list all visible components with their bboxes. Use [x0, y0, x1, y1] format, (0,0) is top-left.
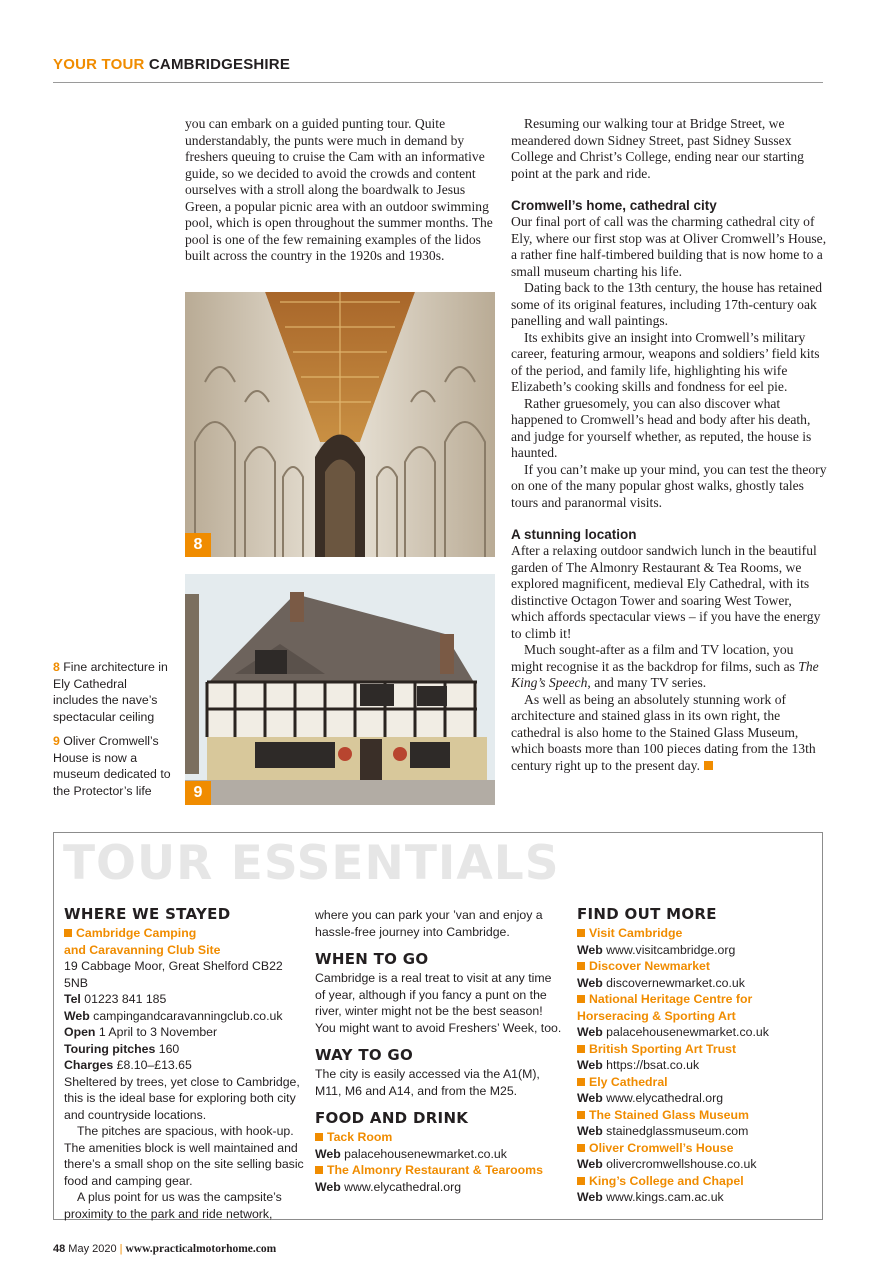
house-illustration [185, 574, 495, 805]
resource-name: King’s College and Chapel [577, 1173, 817, 1190]
body-paragraph: After a relaxing outdoor sandwich lunch in the beautiful garden of The Almonry Restaurant & Tea Rooms, we explored magnificent, medieval Ely Cathedral, with its distinctive Octagon Tower and soaring West Tower, which affords spectacular views – if you have the energy to climb it! [511, 543, 821, 641]
field-value: palacehousenewmarket.co.uk [340, 1146, 507, 1161]
field-value: stainedglassmuseum.com [602, 1124, 749, 1138]
field-label: Touring pitches [64, 1041, 156, 1056]
film-title: The King’s Speech [511, 658, 819, 690]
resource-name: British Sporting Art Trust [577, 1041, 817, 1058]
where-we-stayed-heading: WHERE WE STAYED [64, 905, 231, 923]
field-value: www.elycathedral.org [340, 1179, 462, 1194]
photo-captions [53, 659, 171, 799]
resource-name: Ely Cathedral [577, 1074, 817, 1091]
page-number: 48 [53, 1243, 66, 1255]
body-paragraph [511, 692, 827, 775]
field-label: Web [64, 1008, 90, 1023]
caption-8 [53, 659, 171, 725]
caption-text: Oliver Cromwell’s House is now a museum dedicated to the Protector’s life [53, 734, 171, 798]
field-value: 01223 841 185 [80, 992, 167, 1006]
site-description-cont: where you can park your ’van and enjoy a hassle-free journey into Cambridge. [315, 908, 543, 939]
resource-web [577, 1156, 817, 1173]
resource-name: The Stained Glass Museum [577, 1107, 817, 1124]
site-description: A plus point for us was the campsite’s proximity to the park and ride network, [64, 1190, 282, 1221]
body-paragraph: Rather gruesomely, you can also discover what happened to Cromwell’s head and body after his death, and judge for yourself whether, as reputed, the house is haunted. [511, 395, 812, 460]
way-to-go-text: The city is easily accessed via the A1(M), M11, M6 and A14, and from the M25. [315, 1067, 540, 1098]
field-label: Web [577, 1157, 603, 1171]
body-column-1 [185, 116, 497, 265]
field-label: Open [64, 1025, 96, 1039]
field-label: Web [315, 1146, 341, 1161]
site-address: 19 Cabbage Moor, Great Shelford CB22 5NB [64, 959, 283, 990]
field-label: Web [577, 1058, 603, 1072]
food-and-drink-heading: FOOD AND DRINK [315, 1109, 469, 1127]
field-value: https://bsat.co.uk [602, 1058, 700, 1072]
tour-essentials-box [53, 832, 823, 1220]
end-mark-icon [704, 761, 713, 770]
venue-name: Tack Room [315, 1129, 563, 1146]
middle-essentials-column [315, 907, 563, 1195]
subheading-location: A stunning location [511, 527, 637, 542]
caption-number: 8 [53, 660, 60, 674]
site-open [64, 1024, 304, 1041]
field-label: Charges [64, 1058, 114, 1072]
venue-name: The Almonry Restaurant & Tearooms [315, 1162, 563, 1179]
body-paragraph: Resuming our walking tour at Bridge Street, we meandered down Sidney Street, past Sidney Sussex College and Christ’s College, ending near our starting point at the park and ride. [511, 116, 804, 181]
caption-number: 9 [53, 734, 60, 748]
header-divider [53, 82, 823, 83]
resource-name: Discover Newmarket [577, 958, 817, 975]
site-charges [64, 1057, 304, 1074]
field-label: Tel [64, 992, 81, 1006]
site-name-cont: and Caravanning Club Site [64, 942, 221, 957]
resource-web [577, 1024, 817, 1041]
resource-web [577, 975, 817, 992]
resource-name: Visit Cambridge [577, 925, 817, 942]
site-tel [64, 991, 304, 1008]
resource-web [577, 1189, 817, 1206]
venue-web [315, 1179, 563, 1196]
tour-essentials-title: TOUR ESSENTIALS [63, 836, 560, 891]
resource-name: National Heritage Centre for [577, 991, 817, 1008]
website-url: www.practicalmotorhome.com [125, 1243, 277, 1255]
resource-name: Oliver Cromwell’s House [577, 1140, 817, 1157]
body-paragraph: you can embark on a guided punting tour. Quite understandably, the punts were much in demand by freshers queuing to cruise the Cam with an informative guide, so we decided to avoid the crowds and content ourselves with a stroll along the boardwalk to Jesus Green, a popular picnic area with an outdoor swimming pool, which is open throughout the summer months. The pool is one of the few remaining examples of the lidos built across the country in the 1920s and 1930s. [185, 116, 493, 263]
when-to-go-heading: WHEN TO GO [315, 950, 429, 968]
field-value: campingandcaravanningclub.co.uk [89, 1008, 283, 1023]
resource-web [577, 1123, 817, 1140]
issue-date: May 2020 [65, 1243, 117, 1255]
body-paragraph: Our final port of call was the charming cathedral city of Ely, where our first stop was at Oliver Cromwell’s House, a rather fine half-timbered building that is now home to a small museum charting his life. [511, 214, 827, 279]
field-value: 160 [155, 1041, 180, 1056]
caption-text: Fine architecture in Ely Cathedral includes the nave’s spectacular ceiling [53, 660, 168, 724]
resource-name-cont: Horseracing & Sporting Art [577, 1008, 736, 1023]
body-paragraph: Its exhibits give an insight into Cromwell’s military career, featuring armour, weapons and soldiers’ field kits of the period, and family life, highlighting his wife Elizabeth’s cooking skills and fondness for eel pie. [511, 329, 820, 394]
field-label: Web [577, 975, 603, 990]
footer-separator: | [119, 1243, 123, 1255]
field-value: www.kings.cam.ac.uk [602, 1190, 724, 1204]
header-accent: YOUR TOUR [53, 56, 145, 73]
site-web [64, 1008, 304, 1025]
resource-web [577, 1090, 817, 1107]
field-label: Web [577, 1190, 603, 1204]
field-value: olivercromwellshouse.co.uk [602, 1157, 757, 1171]
text-run: , and many TV series. [587, 675, 707, 690]
text-run: Much sought-after as a film and TV location, you might recognise it as the backdrop for films, such as [511, 642, 799, 674]
field-value: 1 April to 3 November [95, 1025, 218, 1039]
way-to-go-heading: WAY TO GO [315, 1046, 414, 1064]
field-label: Web [577, 1025, 603, 1039]
body-column-2 [511, 116, 827, 774]
cathedral-illustration [185, 292, 495, 557]
caption-9 [53, 733, 171, 799]
where-we-stayed-column [64, 903, 304, 1222]
site-pitches [64, 1041, 304, 1058]
find-out-more-column [577, 903, 817, 1206]
field-label: Web [577, 942, 603, 957]
field-value: palacehousenewmarket.co.uk [602, 1025, 769, 1039]
field-value: www.elycathedral.org [602, 1091, 724, 1105]
body-paragraph: Dating back to the 13th century, the house has retained some of its original features, including 17th-century oak panelling and wall paintings. [511, 280, 823, 328]
header-section: CAMBRIDGESHIRE [144, 56, 291, 73]
site-description: Sheltered by trees, yet close to Cambridge, this is the ideal base for exploring both city and countryside locations. [64, 1074, 300, 1122]
site-description: The pitches are spacious, with hook-up. The amenities block is well maintained and there’s a small shop on the site selling basic food and camping gear. [64, 1124, 304, 1188]
photo-number-badge: 9 [185, 781, 211, 805]
photo-oliver-cromwells-house [185, 574, 495, 805]
body-paragraph: If you can’t make up your mind, you can test the theory on one of the many popular ghost walks, ghostly tales tours and paranormal visits. [511, 461, 827, 510]
field-label: Web [315, 1179, 341, 1194]
photo-ely-cathedral-nave [185, 292, 495, 557]
venue-web [315, 1146, 563, 1163]
site-name: Cambridge Camping [64, 925, 304, 942]
body-paragraph [511, 642, 827, 692]
page-footer [53, 1243, 276, 1255]
resource-web [577, 942, 817, 959]
photo-number-badge: 8 [185, 533, 211, 557]
find-out-more-heading: FIND OUT MORE [577, 905, 717, 923]
field-value: www.visitcambridge.org [602, 942, 736, 957]
subheading-cromwell: Cromwell’s home, cathedral city [511, 198, 717, 213]
section-header [53, 56, 290, 73]
resource-web [577, 1057, 817, 1074]
text-run: As well as being an absolutely stunning work of architecture and stained glass in its own right, the cathedral is also home to the Stained Glass Museum, which boasts more than 100 pieces dating from the 13th century right up to the present day. [511, 691, 816, 773]
field-value: £8.10–£13.65 [113, 1058, 192, 1072]
field-value: discovernewmarket.co.uk [602, 975, 745, 990]
when-to-go-text: Cambridge is a real treat to visit at any time of year, although if you fancy a punt on the river, winter might not be the best season! You might want to avoid Freshers’ Week, too. [315, 971, 562, 1035]
field-label: Web [577, 1124, 603, 1138]
field-label: Web [577, 1091, 603, 1105]
